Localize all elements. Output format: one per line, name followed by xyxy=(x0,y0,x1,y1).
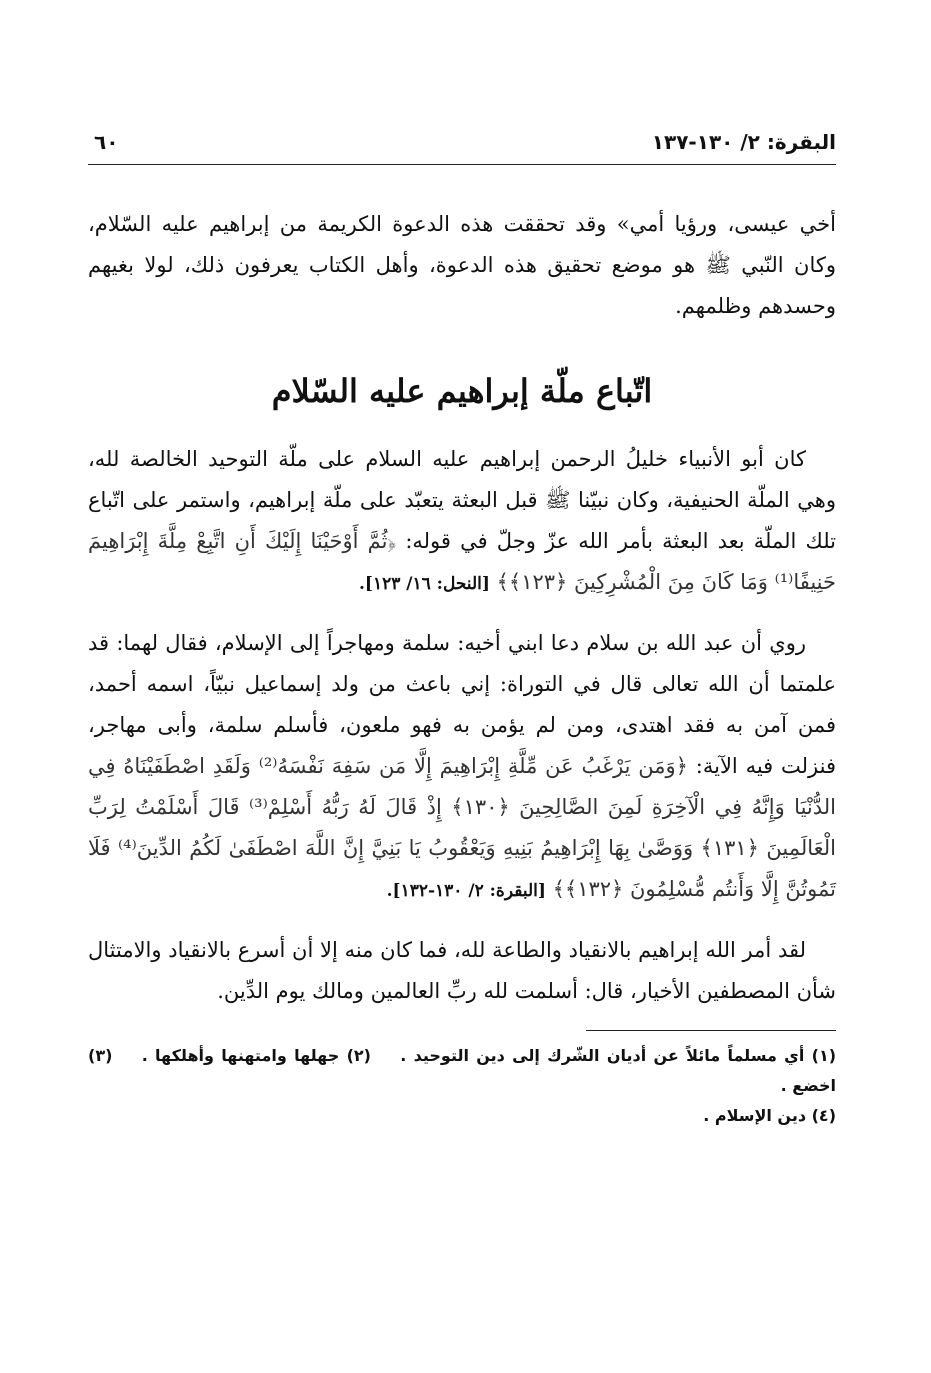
page-number: ٦٠ xyxy=(94,130,119,154)
book-page xyxy=(88,120,837,1125)
footnote-4: (٤) دين الإسلام . xyxy=(703,1106,836,1125)
paragraph-2 xyxy=(88,439,836,605)
surah-reference: البقرة: ٢/ ١٣٠-١٣٧ xyxy=(651,130,836,154)
paragraph-1: أخي عيسى، ورؤيا أمي» وقد تحققت هذه الدعوة الكريمة من إبراهيم عليه السّلام، وكان النّبي ﷺ هو موضع تحقيق هذه الدعوة، وأهل الكتاب يعرفون ذلك، لولا بغيهم وحسدهم وظلمهم. xyxy=(88,212,836,318)
footnote-2: (٢) جهلها وامتهنها وأهلكها . xyxy=(141,1046,371,1065)
paragraph-2-text: كان أبو الأنبياء خليلُ الرحمن إبراهيم عليه السلام على ملّة التوحيد الخالصة لله، وهي الملّة الحنيفية، وكان نبيّنا ﷺ قبل البعثة يتعبّد على ملّة إبراهيم، واستمر على اتّباع تلك الملّة بعد البعثة بأمر الله عزّ وجلّ في قوله: xyxy=(88,447,836,553)
paragraph-3 xyxy=(88,623,836,912)
footnote-line-1 xyxy=(88,1041,836,1101)
running-header xyxy=(88,120,836,160)
quran-verse-nahl: ﴿ثُمَّ أَوْحَيْنَا إِلَيْكَ أَنِ اتَّبِعْ مِلَّةَ إِبْرَاهِيمَ حَنِيفًا⁽¹⁾ وَمَا كَانَ مِنَ الْمُشْرِكِينَ ﴿١٢٣﴾﴾ xyxy=(88,529,836,594)
footnote-1: (١) أي مسلماً مائلاً عن أديان الشّرك إلى دين التوحيد . xyxy=(400,1046,837,1065)
verse-reference-nahl: [النحل: ١٦/ ١٢٣]. xyxy=(358,574,490,594)
footnote-line-2 xyxy=(88,1101,836,1131)
verse-reference-baqara: [البقرة: ٢/ ١٣٠-١٣٢]. xyxy=(386,881,546,901)
footnote-3: (٣) اخضع . xyxy=(88,1046,836,1095)
body-text xyxy=(88,204,836,1131)
section-title: اتّباع ملّة إبراهيم عليه السّلام xyxy=(271,372,653,410)
header-divider xyxy=(88,164,836,165)
quran-verse-baqara: ﴿وَمَن يَرْغَبُ عَن مِّلَّةِ إِبْرَاهِيمَ إِلَّا مَن سَفِهَ نَفْسَهُ⁽²⁾ وَلَقَدِ اصْطَفَيْنَاهُ فِي الدُّنْيَا وَإِنَّهُ فِي الْآخِرَةِ لَمِنَ الصَّالِحِينَ ﴿١٣٠﴾ إِذْ قَالَ لَهُ رَبُّهُ أَسْلِمْ⁽³⁾ قَالَ أَسْلَمْتُ لِرَبِّ الْعَالَمِينَ ﴿١٣١﴾ وَوَصَّىٰ بِهَا إِبْرَاهِيمُ بَنِيهِ وَيَعْقُوبُ يَا بَنِيَّ إِنَّ اللَّهَ اصْطَفَىٰ لَكُمُ الدِّينَ⁽⁴⁾ فَلَا تَمُوتُنَّ إِلَّا وَأَنتُم مُّسْلِمُونَ ﴿١٣٢﴾﴾ xyxy=(88,754,837,901)
footnote-divider xyxy=(586,1030,836,1031)
footnotes xyxy=(88,1041,836,1131)
paragraph-3-text: روي أن عبد الله بن سلام دعا ابني أخيه: سلمة ومهاجراً إلى الإسلام، فقال لهما: قد علمتما أن الله تعالى قال في التوراة: إني باعث من ولد إسماعيل نبيّاً، اسمه أحمد، فمن آمن به فقد اهتدى، ومن لم يؤمن به فهو ملعون، فأسلم سلمة، وأبى مهاجر، فنزلت فيه الآية: xyxy=(88,631,836,778)
paragraph-4: لقد أمر الله إبراهيم بالانقياد والطاعة لله، فما كان منه إلا أن أسرع بالانقياد والامتثال شأن المصطفين الأخيار، قال: أسلمت لله ربِّ العالمين ومالك يوم الدِّين. xyxy=(88,938,836,1003)
